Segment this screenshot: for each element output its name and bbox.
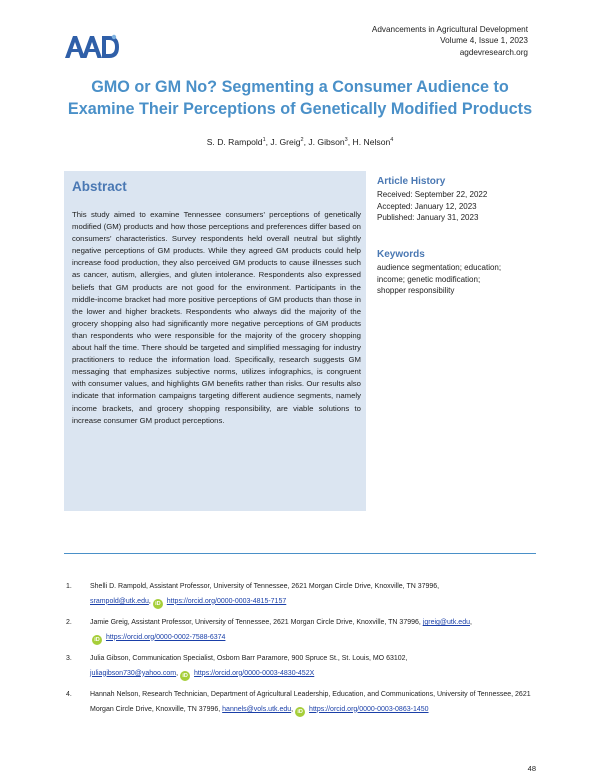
abstract-text: This study aimed to examine Tennessee consumers’ perceptions of genetically modified (GM) products and how those perceptions and preferences differ based on consumers’ characteristics. Survey respondents held overall neutral but slightly negative perceptions of GM products. While they agreed GM products could help increase food production, they also perceived GM products to cause illnesses such as cancer, autism, allergies, and gluten intolerance. Respondents also expressed beliefs that GM products are not good for the environment. Participants in the middle-income bracket had more positive perceptions of GM products than those in the lower and higher brackets. Respondents who always did the majority of the grocery shopping also had significantly more negative perceptions of GM products than respondents who were responsible for the majority of the grocery shopping about half the time. There should be targeted and simplified messaging for industry practitioners to reduce the information load. Specifically, research suggests GM messaging that emphasizes subjective norms, utilizes infographics, is congruent with consumer values, and highlights GM benefits rather than risks. Our results also indicate that information campaigns targeting different audience segments, namely income brackets, and grocery shopping responsibility, are viable solutions to increase consumer GM product perceptions. — [72, 210, 361, 425]
keywords-line: income; genetic modification; — [377, 274, 481, 284]
journal-info — [372, 24, 528, 58]
author-affiliation-mark: 2 — [300, 137, 304, 144]
footnote-text: Julia Gibson, Communication Specialist, Osborn Barr Paramore, 900 Spruce St., St. Louis, MO 63102, — [90, 655, 408, 662]
article-title — [50, 76, 550, 120]
keywords-line: shopper responsibility — [377, 286, 455, 295]
email-link[interactable]: hannels@vols.utk.edu — [222, 705, 292, 713]
orcid-icon: iD — [180, 671, 190, 681]
orcid-icon: iD — [295, 707, 305, 717]
footnote-number: 2. — [66, 619, 72, 626]
orcid-link[interactable]: https://orcid.org/0000-0002-7588-6374 — [105, 633, 226, 641]
author-name: S. D. Rampold — [206, 137, 263, 147]
author-name: J. Gibson — [308, 137, 345, 147]
footnote-number: 4. — [66, 691, 72, 698]
footnote: 2. Jamie Greig, Assistant Professor, University of Tennessee, 2621 Morgan Circle Drive, Knoxville, TN 37996, jgreig@utk.edu, iD https://orcid.org/0000-0002-7588-6374 — [66, 616, 536, 645]
email-link[interactable]: jgreig@utk.edu — [422, 619, 470, 626]
orcid-icon: iD — [92, 635, 102, 645]
author-separator: , — [265, 137, 271, 147]
author-name: J. Greig — [270, 137, 301, 147]
page-number: 48 — [527, 764, 536, 773]
keywords-section — [377, 249, 547, 297]
author-affiliation-mark: 1 — [262, 137, 266, 144]
abstract-panel — [64, 171, 366, 511]
orcid-icon: iD — [153, 599, 163, 609]
author-list — [0, 137, 600, 147]
footnote-number: 1. — [66, 583, 72, 590]
title-line-2: Examine Their Perceptions of Genetically Modified Products — [67, 100, 533, 118]
journal-volume: Volume 4, Issue 1, 2023 — [440, 36, 528, 46]
footnote-divider — [64, 553, 536, 554]
journal-name: Advancements in Agricultural Development — [371, 25, 528, 34]
accepted-date: Accepted: January 12, 2023 — [377, 201, 477, 211]
keywords-line: audience segmentation; education; — [377, 263, 502, 272]
abstract-heading: Abstract — [72, 179, 127, 194]
author-separator: , — [303, 137, 309, 147]
orcid-link[interactable]: https://orcid.org/0000-0003-4830-452X — [194, 669, 315, 677]
keywords-heading: Keywords — [377, 249, 425, 260]
orcid-link[interactable]: https://orcid.org/0000-0003-4815-7157 — [166, 597, 287, 605]
author-affiliation-mark: 3 — [344, 137, 348, 144]
author-name: H. Nelson — [352, 137, 391, 147]
journal-logo — [65, 34, 119, 58]
author-separator: , — [347, 137, 353, 147]
footnote-number: 3. — [66, 655, 72, 662]
received-date: Received: September 22, 2022 — [377, 190, 488, 199]
footnote-text: Jamie Greig, Assistant Professor, University of Tennessee, 2621 Morgan Circle Drive, Knoxville, TN 37996, — [90, 619, 421, 626]
title-line-1: GMO or GM No? Segmenting a Consumer Audience to — [91, 78, 509, 96]
footnote-text: Shelli D. Rampold, Assistant Professor, University of Tennessee, 2621 Morgan Circle Drive, Knoxville, TN 37996, — [90, 583, 440, 590]
orcid-link[interactable]: https://orcid.org/0000-0003-0863-1450 — [309, 705, 429, 713]
footnotes — [66, 580, 536, 724]
author-affiliation-mark: 4 — [390, 137, 394, 144]
article-history — [377, 176, 547, 224]
footnote: 4. Hannah Nelson, Research Technician, Department of Agricultural Leadership, Education, and Communications, University of Tennessee, 2621 Morgan Circle Drive, Knoxville, TN 37996, hannels@vols.utk.edu, iD https://orcid.org/0000-0003-0863-1450 — [66, 688, 536, 717]
journal-website[interactable]: agdevresearch.org — [459, 47, 528, 57]
footnote-text: Hannah Nelson, Research Technician, Department of Agricultural Leadership, Education, and Communications, University of Tennessee, 2621 Morgan Circle Drive, Knoxville, TN 37996, — [90, 691, 531, 713]
email-link[interactable]: srampold@utk.edu — [90, 597, 149, 605]
published-date: Published: January 31, 2023 — [377, 213, 479, 222]
article-history-heading: Article History — [377, 176, 446, 187]
email-link[interactable]: juliagibson730@yahoo.com — [90, 669, 177, 677]
footnote: 3. Julia Gibson, Communication Specialist, Osborn Barr Paramore, 900 Spruce St., St. Louis, MO 63102, juliagibson730@yahoo.com, iD https://orcid.org/0000-0003-4830-452X — [66, 652, 536, 681]
footnote: 1. Shelli D. Rampold, Assistant Professor, University of Tennessee, 2621 Morgan Circle Drive, Knoxville, TN 37996, srampold@utk.edu, iD https://orcid.org/0000-0003-4815-7157 — [66, 580, 536, 609]
